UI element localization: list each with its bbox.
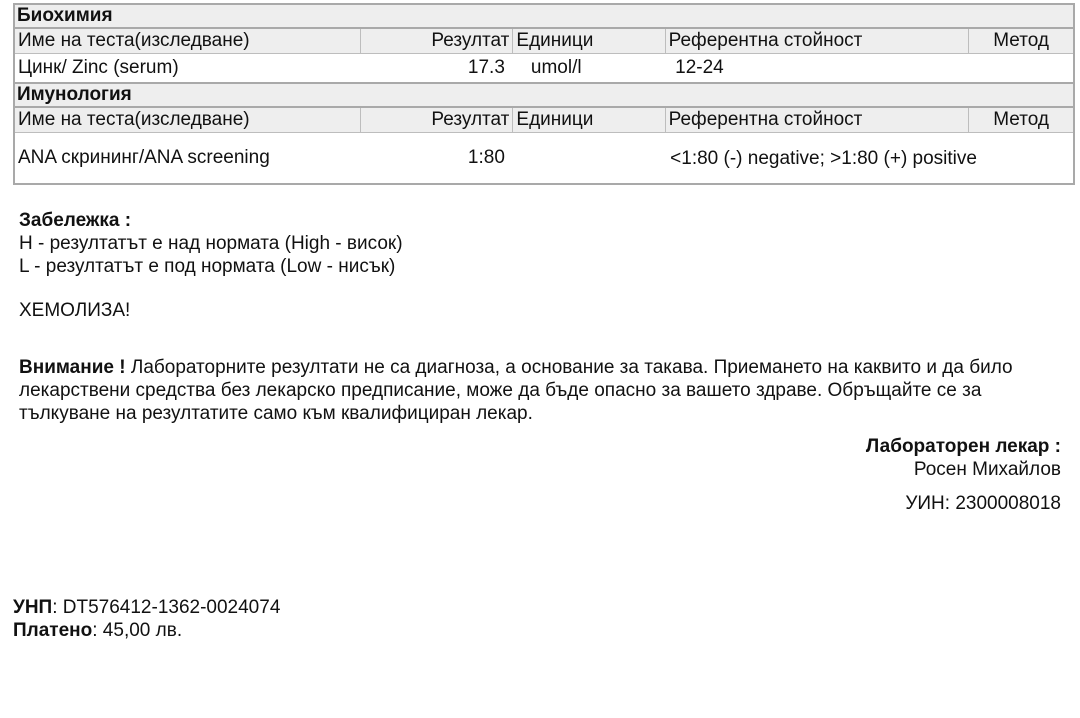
test-method <box>969 54 1074 84</box>
col-header-method: Метод <box>969 107 1074 133</box>
test-name: ANA скрининг/ANA screening <box>14 133 361 185</box>
paid-label: Платено <box>13 620 93 641</box>
disclaimer-text: Лабораторните резултати не са диагноза, а основание за такава. Приемането на каквито и да било лекарствени средства без лекарско предписание, може да бъде опасно за вашето здраве. Обръщайте се за тълкуване на резултатите само към квалифициран лекар. <box>19 357 1013 424</box>
col-header-reference: Референтна стойност <box>665 28 969 54</box>
section-header-immunology <box>14 83 1074 107</box>
footer <box>13 596 280 642</box>
paid-line <box>13 619 280 642</box>
notes-title: Забележка : <box>19 210 132 231</box>
signer-title: Лабораторен лекар : <box>865 436 1061 457</box>
unp-line <box>13 596 280 619</box>
note-high: H - резултатът е над нормата (High - висок) <box>19 233 403 254</box>
col-header-units: Единици <box>513 107 665 133</box>
signer-block <box>866 435 1061 515</box>
table-row <box>14 133 1074 185</box>
col-header-test: Име на теста(изследване) <box>14 107 361 133</box>
test-result: 17.3 <box>361 54 513 84</box>
col-header-result: Резултат <box>361 107 513 133</box>
col-header-method: Метод <box>969 28 1074 54</box>
note-low: L - резултатът е под нормата (Low - нисък) <box>19 256 396 277</box>
disclaimer-label: Внимание ! <box>19 357 126 378</box>
signer-name: Росен Михайлов <box>913 459 1061 480</box>
hemolysis-note: ХЕМОЛИЗА! <box>19 300 131 321</box>
unp-label: УНП <box>13 597 53 618</box>
col-header-reference: Референтна стойност <box>665 107 969 133</box>
disclaimer <box>19 356 1061 425</box>
col-header-units: Единици <box>513 28 665 54</box>
table-row <box>14 54 1074 84</box>
signer-uin: УИН: 2300008018 <box>905 493 1061 514</box>
section-header-biochemistry <box>14 4 1074 28</box>
section-title: Имунология <box>14 83 1074 107</box>
paid-value: : 45,00 лв. <box>92 620 183 641</box>
col-header-test: Име на теста(изследване) <box>14 28 361 54</box>
test-units <box>513 133 665 185</box>
column-headers <box>14 107 1074 133</box>
test-result: 1:80 <box>361 133 513 185</box>
col-header-result: Резултат <box>361 28 513 54</box>
column-headers <box>14 28 1074 54</box>
results-table <box>13 3 1075 185</box>
section-title: Биохимия <box>14 4 1074 28</box>
unp-value: : DT576412-1362-0024074 <box>52 597 281 618</box>
test-name: Цинк/ Zinc (serum) <box>14 54 361 84</box>
test-reference: 12-24 <box>665 54 969 84</box>
test-units: umol/l <box>513 54 665 84</box>
test-reference: <1:80 (-) negative; >1:80 (+) positive <box>665 133 1074 185</box>
notes <box>19 209 403 278</box>
